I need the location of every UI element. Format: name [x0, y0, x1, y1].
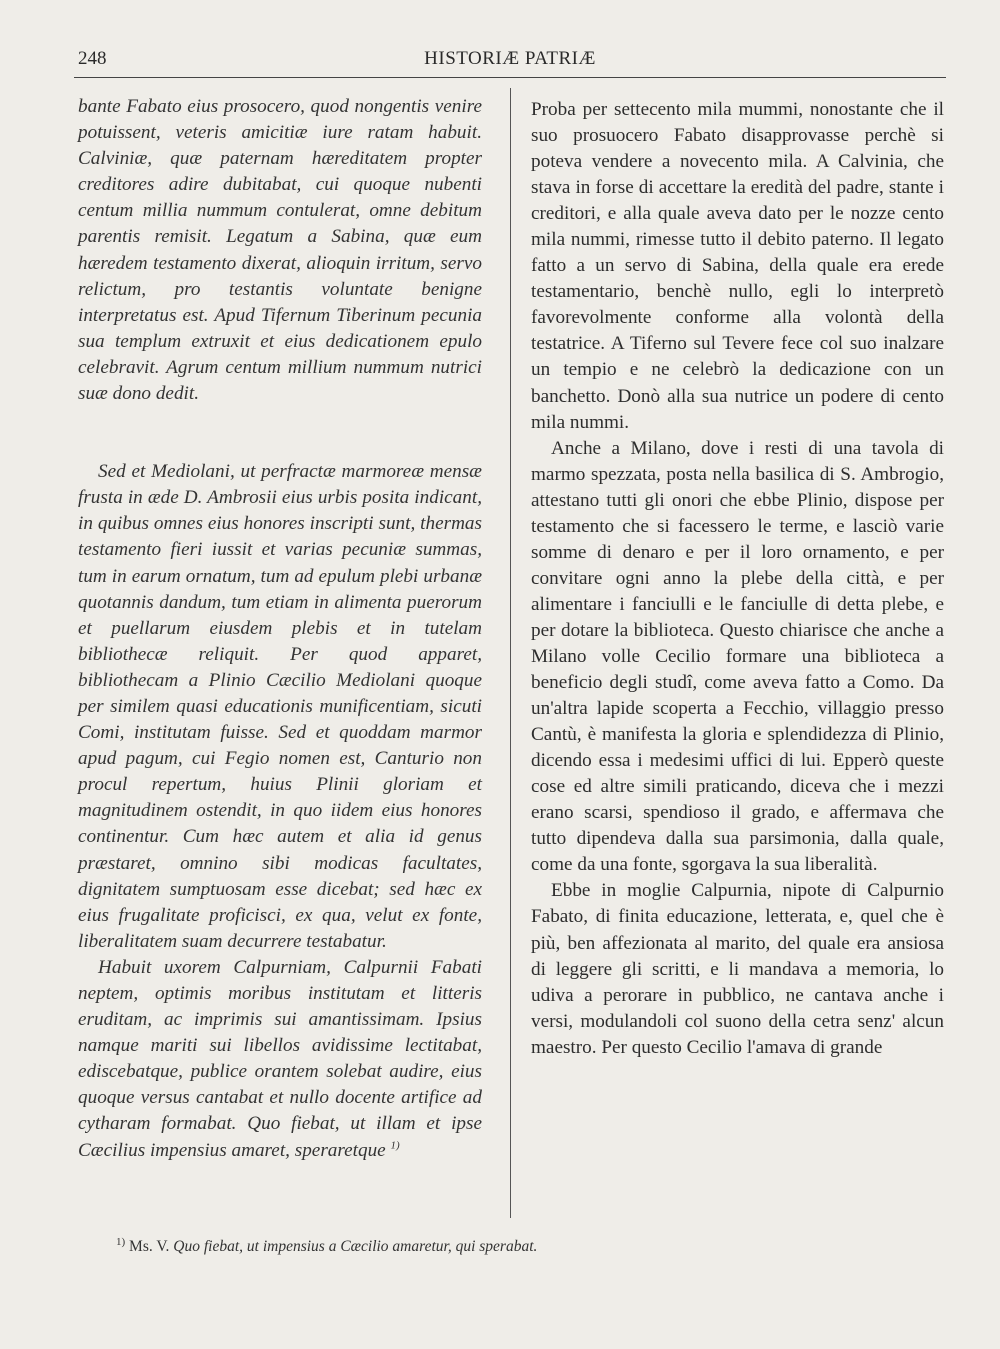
latin-paragraph-1: bante Fabato eius prosocero, quod nongentis venire potuissent, veteris amicitiæ iure ratam habuit. Calviniæ, quæ paternam hæreditatem propter creditores adire dubitabat, cui quoque nubenti centum millia nummum contulerat, omne debitum parentis remisit. Legatum a Sabina, quæ eum hæredem testamento dixerat, alioquin irritum, servo relictum, pro testantis voluntate benigne interpretatus est. Apud Tifernum Tiberinum pecunia sua templum extruxit et eius dedicationem epulo celebravit. Agrum centum millium nummum nutrici suæ dono dedit. [78, 96, 482, 405]
footnote-prefix: Ms. V. [129, 1238, 170, 1255]
column-divider [510, 88, 511, 1218]
italian-paragraph-2: Anche a Milano, dove i resti di una tavola di marmo spezzata, posta nella basilica di S. Ambrogio, attestano tutti gli onori che ebbe Plinio, dispose per testamento che si facessero le terme, e lasciò varie somme di denaro e per il loro ornamento, e per convitare ogni anno la plebe della città, e per alimentare i fanciulli e le fanciulle di detta plebe, e per dotare la biblioteca. Questo chiarisce che anche a Milano volle Cecilio formare una biblioteca a beneficio degli studî, come aveva fatto a Como. Da un'altra lapide scoperta a Fecchio, villaggio presso Cantù, è manifesta la gloria e splendidezza di Plinio, dicendo essa i medesimi uffici di lui. Epperò queste cose ed altre simili praticando, diceva che i mezzi erano scarsi, spendioso il grado, e affermava che tutto dipendeva dalla sua parsimonia, dalla quale, come da una fonte, sgorgava la sua liberalità. [531, 437, 944, 876]
footnote-reference: 1) [390, 1139, 400, 1152]
italian-paragraph-3: Ebbe in moglie Calpurnia, nipote di Calpurnio Fabato, di finita educazione, letterata, e, quel che è più, ben affezionata al marito, del quale era ansiosa di leggere gli scritti, e li mandava a memoria, lo udiva a perorare in pubblico, ne cantava anche i versi, modulandoli col suono della cetra senz' alcun maestro. Per questo Cecilio l'amava di grande [531, 880, 944, 1058]
latin-paragraph-3 [78, 955, 482, 1164]
latin-paragraph-2: Sed et Mediolani, ut perfractæ marmoreæ mensæ frusta in æde D. Ambrosii eius urbis posita indicant, in quibus omnes eius honores inscripti sunt, thermas testamento fieri iussit et varias pecuniæ summas, tum in earum ornatum, tum ad epulum plebi urbanæ quotannis dandum, tum etiam in alimenta puerorum et puellarum eiusdem plebis et in tutelam bibliothecæ reliquit. Per quod apparet, bibliothecam a Plinio Cæcilio Mediolani quoque per similem quasi educationis munificentiam, sicuti Comi, institutam fuisse. Sed et quoddam marmor apud pagum, cui Fegio nomen est, Canturio non procul repertum, huius Plinii gloriam et magnitudinem ostendit, in quo iidem eius honores continentur. Cum hæc autem et alia id genus præstaret, omnino sibi modicas facultates, dignitatem sumptuosam esse dicebat; sed hæc ex eius frugalitate proficisci, ex qua, velut ex fonte, liberalitatem suam decurrere testabatur. [78, 461, 482, 952]
footnote-mark: 1) [116, 1235, 126, 1248]
latin-paragraph-3-text: Habuit uxorem Calpurniam, Calpurnii Fabati neptem, optimis moribus institutam et litteris eruditam, ac imprimis sui amantissimam. Ipsius namque mariti sui libellos avidissime lectitabat, ediscebatque, publice orantem solebat audire, eius quoque versus cantabat et nullo docente artifice ad cytharam formabat. Quo fiebat, ut illam et ipse Cæcilius impensius amaret, speraretque [78, 956, 482, 1161]
running-title: HISTORIÆ PATRIÆ [424, 48, 596, 69]
latin-column [78, 94, 482, 1164]
page-number: 248 [78, 48, 107, 69]
italian-column [531, 97, 944, 1061]
footnote [116, 1235, 816, 1256]
footnote-text: Quo fiebat, ut impensius a Cæcilio amaretur, qui sperabat. [173, 1238, 538, 1255]
italian-paragraph-1: Proba per settecento mila mummi, nonostante che il suo prosuocero Fabato disapprovasse perchè si poteva vendere a novecento mila. A Calvinia, che stava in forse di accettare la eredità del padre, stante i creditori, e alla quale aveva dato per le nozze cento mila nummi, rimesse tutto il debito paterno. Il legato fatto a un servo di Sabina, della quale era erede testamentario, benchè nullo, egli lo interpretò favorevolmente conforme alla volontà della testatrice. A Tiferno sul Tevere fece col suo inalzare un tempio e ne celebrò la dedicazione con un banchetto. Donò alla sua nutrice un podere di cento mila nummi. [531, 99, 944, 433]
header-rule [74, 77, 946, 78]
running-header [74, 44, 946, 74]
